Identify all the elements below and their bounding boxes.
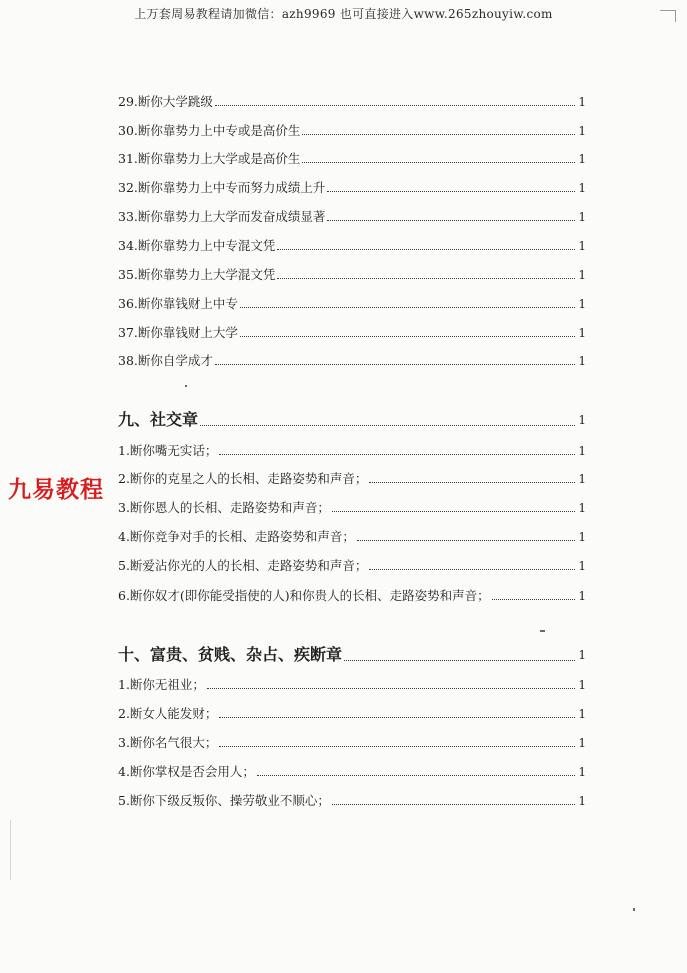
dot-leader [327, 191, 575, 192]
scan-speck [185, 385, 187, 387]
dot-leader [257, 775, 575, 776]
toc-entry [118, 353, 586, 369]
toc-entry [118, 735, 586, 751]
dot-leader [215, 105, 575, 106]
toc-entry-label: 30.断你靠势力上中专或是高价生 [118, 123, 301, 138]
toc-entry-page: 1 [578, 501, 586, 515]
toc-entry-label: 33.断你靠势力上大学而发奋成绩显著 [118, 209, 326, 224]
chapter-title: 九、社交章 [118, 410, 199, 429]
toc-entry-label: 3.断你恩人的长相、走路姿势和声音； [118, 500, 330, 515]
toc-entry [118, 529, 586, 545]
toc-entry-page: 1 [578, 297, 586, 311]
toc-entry-page: 1 [578, 444, 586, 458]
toc-entry-label: 5.断你下级反叛你、操劳敬业不顺心； [118, 793, 330, 808]
dot-leader [207, 688, 575, 689]
toc-entry-label: 34.断你靠势力上中专混文凭 [118, 238, 276, 253]
toc-entry-page: 1 [578, 354, 586, 368]
toc-entry-page: 1 [578, 472, 586, 486]
toc-entry [118, 588, 586, 604]
toc-entry-page: 1 [578, 239, 586, 253]
toc-entry [118, 325, 586, 341]
toc-entry [118, 123, 586, 139]
toc-entry-label: 37.断你靠钱财上大学 [118, 325, 238, 340]
toc-entry-label: 5.断爱沾你光的人的长相、走路姿势和声音； [118, 558, 368, 573]
toc-entry-label: 4.断你竞争对手的长相、走路姿势和声音； [118, 529, 355, 544]
dot-leader [277, 249, 575, 250]
dot-leader [332, 511, 575, 512]
toc-entry-page: 1 [578, 707, 586, 721]
toc-entry-page: 1 [578, 765, 586, 779]
toc-entry-label: 3.断你名气很大； [118, 735, 218, 750]
toc-entry [118, 764, 586, 780]
toc-entry-page: 1 [578, 181, 586, 195]
dot-leader [302, 162, 575, 163]
scan-corner-mark [675, 10, 676, 22]
toc-entry-label: 6.断你奴才(即你能受指使的人)和你贵人的长相、走路姿势和声音； [118, 588, 490, 603]
toc-entry-page: 1 [578, 326, 586, 340]
toc-entry-label: 2.断你的克星之人的长相、走路姿势和声音； [118, 471, 368, 486]
dot-leader [332, 804, 575, 805]
header-ad-note: 上万套周易教程请加微信：azh9969 也可直接进入www.265zhouyiw.com [134, 7, 553, 21]
toc-entry [118, 793, 586, 809]
toc-entry [118, 558, 586, 574]
toc-entry-page: 1 [578, 589, 586, 603]
toc-entry [118, 238, 586, 254]
toc-entry-page: 1 [578, 95, 586, 109]
dot-leader [302, 134, 575, 135]
scan-speck [540, 630, 545, 632]
toc-entry-page: 1 [578, 530, 586, 544]
toc-entry-label: 35.断你靠势力上大学混文凭 [118, 267, 276, 282]
chapter-page: 1 [578, 648, 586, 662]
dot-leader [327, 220, 575, 221]
toc-entry [118, 151, 586, 167]
toc-entry [118, 94, 586, 110]
toc-entry-page: 1 [578, 559, 586, 573]
toc-entry-label: 31.断你靠势力上大学或是高价生 [118, 151, 301, 166]
dot-leader [369, 482, 575, 483]
dot-leader [215, 364, 575, 365]
dot-leader [277, 278, 575, 279]
toc-entry-page: 1 [578, 268, 586, 282]
dot-leader [369, 569, 575, 570]
toc-entry-page: 1 [578, 124, 586, 138]
toc-entry-label: 29.断你大学跳级 [118, 94, 213, 109]
toc-entry [118, 180, 586, 196]
chapter-heading [118, 410, 586, 430]
watermark-logo: 九易教程 [8, 477, 104, 503]
toc-entry [118, 296, 586, 312]
dot-leader [240, 336, 575, 337]
toc-entry [118, 706, 586, 722]
scan-corner-mark [660, 10, 676, 11]
chapter-page: 1 [578, 413, 586, 427]
chapter-title: 十、富贵、贫贱、杂占、疾断章 [118, 645, 343, 664]
dot-leader [200, 425, 575, 426]
toc-entry-label: 4.断你掌权是否会用人； [118, 764, 255, 779]
dot-leader [219, 454, 575, 455]
toc-entry-label: 1.断你嘴无实话； [118, 443, 218, 458]
toc-entry-page: 1 [578, 210, 586, 224]
chapter-heading [118, 645, 586, 665]
toc-entry-page: 1 [578, 152, 586, 166]
toc-entry-label: 32.断你靠势力上中专而努力成绩上升 [118, 180, 326, 195]
toc-entry-page: 1 [578, 794, 586, 808]
toc-entry-label: 38.断你自学成才 [118, 353, 213, 368]
toc-entry [118, 267, 586, 283]
toc-entry-label: 1.断你无祖业； [118, 677, 205, 692]
dot-leader [357, 540, 575, 541]
toc-entry [118, 209, 586, 225]
toc-entry [118, 443, 586, 459]
dot-leader [219, 717, 575, 718]
dot-leader [219, 746, 575, 747]
toc-entry-page: 1 [578, 678, 586, 692]
dot-leader [344, 660, 575, 661]
dot-leader [492, 599, 576, 600]
toc-entry [118, 471, 586, 487]
scan-speck [633, 908, 635, 911]
toc-entry-label: 2.断女人能发财； [118, 706, 218, 721]
toc-entry [118, 500, 586, 516]
toc-entry-label: 36.断你靠钱财上中专 [118, 296, 238, 311]
scan-edge-shadow [10, 820, 11, 880]
toc-entry-page: 1 [578, 736, 586, 750]
toc-entry [118, 677, 586, 693]
dot-leader [240, 307, 575, 308]
